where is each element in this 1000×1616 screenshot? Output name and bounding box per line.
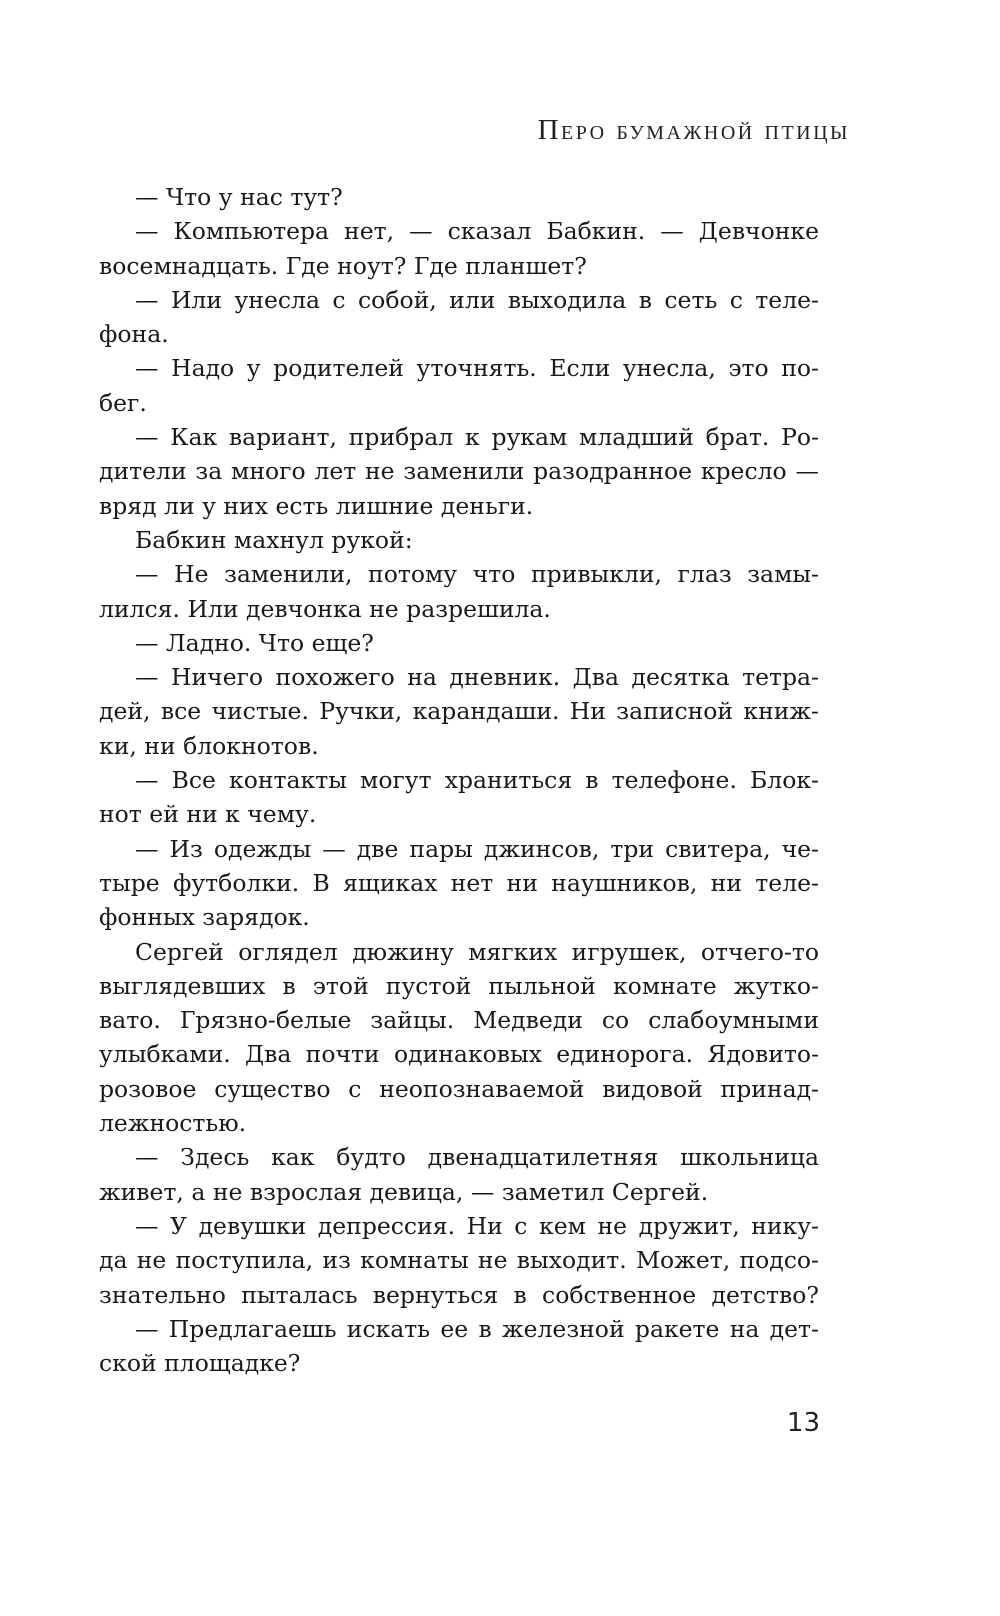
text-line: вато. Грязно-белые зайцы. Медведи со слабоумными [99, 1006, 819, 1035]
text-line: да не поступила, из комнаты не выходит. Может, подсо- [99, 1246, 819, 1275]
text-line: Сергей оглядел дюжину мягких игрушек, отчего-то [135, 937, 819, 966]
text-line: — Предлагаешь искать ее в железной ракете на дет- [135, 1314, 819, 1343]
text-line: знательно пыталась вернуться в собственное детство? [99, 1280, 819, 1309]
text-line: дители за много лет не заменили разодранное кресло — [99, 457, 819, 486]
text-line: — Не заменили, потому что привыкли, глаз замы- [135, 560, 819, 589]
running-head: Перо бумажной птицы [537, 114, 850, 146]
text-line: — Компьютера нет, — сказал Бабкин. — Девчонке [135, 217, 819, 246]
text-line: — Или унесла с собой, или выходила в сеть с теле- [135, 285, 819, 314]
text-line: — Надо у родителей уточнять. Если унесла, это по- [135, 354, 819, 383]
text-line: бег. [99, 388, 147, 417]
text-line: фона. [99, 320, 169, 349]
text-line: — Из одежды — две пары джинсов, три свитера, че- [135, 834, 819, 863]
text-line: улыбками. Два почти одинаковых единорога. Ядовито- [99, 1040, 819, 1069]
text-line: розовое существо с неопознаваемой видовой принад- [99, 1074, 819, 1103]
text-line: — Что у нас тут? [135, 183, 343, 211]
page-number: 13 [786, 1408, 820, 1438]
text-line: дей, все чистые. Ручки, карандаши. Ни записной книж- [99, 697, 819, 726]
text-line: — Ладно. Что еще? [135, 628, 374, 657]
text-line: живет, а не взрослая девица, — заметил Сергей. [99, 1177, 709, 1206]
text-line: — Ничего похожего на дневник. Два десятка тетра- [135, 663, 819, 692]
text-line: нот ей ни к чему. [99, 800, 317, 829]
body-text [99, 180, 819, 1380]
text-line: — Здесь как будто двенадцатилетняя школьница [135, 1143, 819, 1172]
text-line: — Как вариант, прибрал к рукам младший брат. Ро- [135, 423, 819, 452]
text-line: восемнадцать. Где ноут? Где планшет? [99, 251, 587, 280]
text-line: выглядевших в этой пустой пыльной комнате жутко- [99, 971, 819, 1000]
text-line: лился. Или девчонка не разрешила. [99, 594, 551, 623]
text-line: — У девушки депрессия. Ни с кем не дружит, нику- [135, 1211, 819, 1240]
text-line: вряд ли у них есть лишние деньги. [99, 491, 534, 520]
text-line: — Все контакты могут храниться в телефоне. Блок- [135, 766, 819, 795]
text-line: ской площадке? [99, 1349, 301, 1378]
text-line: тыре футболки. В ящиках нет ни наушников, ни теле- [99, 868, 819, 897]
text-line: лежностью. [99, 1109, 247, 1138]
text-line: ки, ни блокнотов. [99, 731, 319, 760]
text-line: фонных зарядок. [99, 903, 310, 932]
text-line: Бабкин махнул рукой: [135, 525, 413, 554]
